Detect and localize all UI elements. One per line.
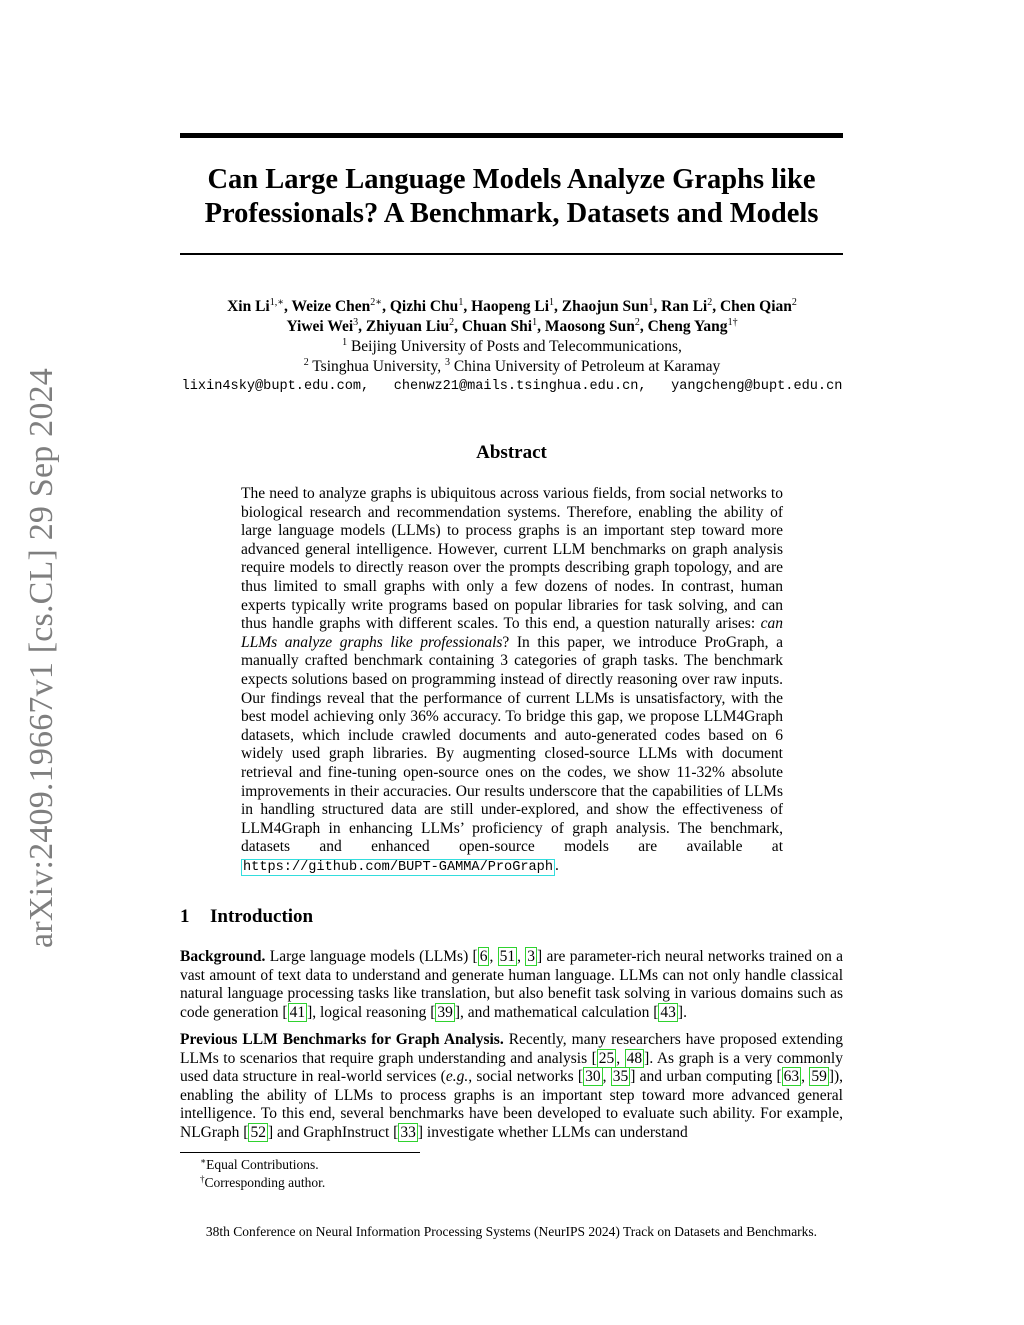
affiliation-sup: 2 [303,357,309,368]
paragraph-text: ], logical reasoning [ [307,1003,436,1021]
author-sup: 2 [707,297,713,308]
author-emails [150,377,874,397]
affiliation-text: Beijing University of Posts and Telecommunications, [350,338,682,355]
citation-link[interactable]: 6 [479,948,488,965]
paragraph-head: Background. [180,948,266,965]
title-line-1: Can Large Language Models Analyze Graphs like [207,164,816,195]
citation-link[interactable]: 30 [585,1068,601,1086]
paragraph-text: ]), enabling the ability of LLMs to process graphs is an important step toward more advanced general intelligence. To this end, several benchmarks have been developed to evaluate such ability. For example, NLGraph [ [180,1068,844,1141]
abstract-body [241,485,783,877]
author-block [150,297,874,397]
author-sup: 1† [727,317,738,328]
citation-link[interactable]: 63 [783,1068,800,1086]
affiliation-text: China University of Petroleum at Karamay [453,358,721,375]
footnote-rule [180,1152,420,1153]
citation-link[interactable]: 25 [598,1049,615,1067]
footnote-text: Equal Contributions. [206,1157,319,1172]
author-name: Chuan Shi [461,318,533,335]
section-title: Introduction [210,906,314,927]
author-sup: 3 [353,317,359,328]
footnote-text: Corresponding author. [204,1175,326,1190]
citation-link[interactable]: 41 [289,1003,306,1021]
section-heading-introduction [180,906,843,928]
paragraph-text: Recently, many researchers have proposed extending LLMs to scenarios that require graph understanding and analysis [ [180,1031,843,1067]
author-sup: 1 [549,297,555,308]
github-link[interactable]: https://github.com/BUPT-GAMMA/ProGraph [243,859,553,875]
author-name: Ran Li [661,298,708,315]
author-name: Zhiyuan Liu [365,318,450,335]
abstract-text: The need to analyze graphs is ubiquitous across various fields, from social networks to biological research and recommendation systems. Therefore, enabling the ability of large language models (LLMs) to process graphs is an important step toward more advanced general intelligence. However, current LLM benchmarks on graph analysis require models to directly reason over the prompts describing graph topology, and are thus limited to small graphs with only a few dozens of nodes. In contrast, human experts typically write programs based on popular libraries for task solving, and can thus handle graphs with different scales. To this end, a question naturally arises: [241,485,783,633]
paper-title [180,163,843,231]
email-1[interactable]: lixin4sky@bupt.edu.com, [181,379,370,394]
citation-link[interactable]: 39 [437,1003,453,1021]
title-rule-bottom [180,253,843,255]
author-name: Maosong Sun [544,318,635,335]
author-sup: 2 [634,317,640,328]
author-name: Weize Chen [291,298,371,315]
author-sup: 1 [458,297,464,308]
author-sup: 2∗ [370,297,383,308]
citation-link[interactable]: 51 [499,948,516,965]
paragraph-text: Large language models (LLMs) [ [265,948,478,965]
author-sup: 1,∗ [269,297,285,308]
citation-link[interactable]: 3 [527,948,536,965]
abstract-text: . [555,856,559,874]
author-name: Zhaojun Sun [561,298,649,315]
abstract-heading: Abstract [476,442,547,463]
title-line-2: Professionals? A Benchmark, Datasets and Models [204,198,819,229]
paragraph-text: ] are parameter-rich neural networks trained on a vast amount of text data to understand and generate human language. LLMs can not only handle classical natural language processing tasks like translation, but also benefit task solving in various domains such as code generation [ [180,948,844,1021]
citation-link[interactable]: 48 [626,1049,643,1067]
author-name: Yiwei Wei [286,318,354,335]
paragraph-text: ] and GraphInstruct [ [267,1123,399,1141]
paragraph-head: Previous LLM Benchmarks for Graph Analysis. [180,1031,504,1048]
author-name: Qizhi Chu [389,298,459,315]
citation-link[interactable]: 33 [400,1123,416,1141]
paragraph-italic: e.g., [445,1068,473,1086]
paragraph-background: Background. Large language models (LLMs) [ 6 , 51 , 3 ] are parameter-rich neural networks trained on a vast amount of text data to understand and generate human language. LLMs can not only handle classical natural language processing tasks like translation, but also benefit task solving in various domains such as code generation [ 41 ], logical reasoning [ 39 ], and mathematical calculation [ 43 ]. [180,948,844,1021]
affiliation-text: Tsinghua University, [312,358,442,375]
title-rule-top [180,133,843,138]
footnote-mark: † [200,1174,205,1184]
abstract-text: ? In this paper, we introduce ProGraph, a manually crafted benchmark containing 3 categories of graph tasks. The benchmark expects solutions based on programming instead of directly reasoning over raw inputs. Our findings reveal that the performance of current LLMs is unsatisfactory, with the best model achieving only 36% accuracy. To bridge this gap, we propose LLM4Graph datasets, which include crawled documents and auto-generated codes based on 6 widely used graph libraries. By augmenting closed-source LLMs with document retrieval and fine-tuning open-source ones on the codes, we show 11-32% absolute improvements in their accuracies. Our results underscore that the capabilities of LLMs in handling structured data are still under-explored, and show the effectiveness of LLM4Graph in enhancing LLMs’ proficiency of graph analysis. The benchmark, datasets and enhanced open-source models are available at [241,633,783,856]
venue-note: 38th Conference on Neural Information Processing Systems (NeurIPS 2024) Track on Datasets and Benchmarks. [205,1224,818,1239]
author-line-1: Xin $Li^{1,∗}$, Weize Chen$^{2∗}$, Qizhi Chu$^1$, Haopeng Li$^1$, Zhaojun Sun$^1$, Ran Li$^2$, Chen Qian$^2$ [227,297,797,315]
affiliation-sup: 1 [342,337,348,348]
citation-link[interactable]: 43 [660,1003,676,1021]
arxiv-id: arXiv:2409.19667v1 [cs.CL] 29 Sep 2024 [23,368,60,948]
paragraph-text: social networks [ [472,1068,584,1086]
footnote-mark: ∗ [200,1156,207,1166]
author-sup: 1 [648,297,654,308]
affiliation-2-3 [150,357,874,377]
email-3[interactable]: yangcheng@bupt.edu.cn [671,379,843,394]
affiliation-sup: 3 [444,357,450,368]
citation-link[interactable]: 52 [250,1123,266,1141]
paragraph-text: ]. As graph is a very commonly used data structure in real-world services ( [180,1049,843,1086]
paragraph-text: ] and urban computing [ [630,1068,782,1086]
paragraph-text: ] investigate whether LLMs can understand [417,1123,688,1141]
author-name: Chen Qian [719,298,792,315]
footnote-equal [200,1157,319,1173]
affiliation-1 [150,337,874,357]
author-name: Haopeng Li [471,298,550,315]
abstract-italic: can LLMs analyze graphs like professionals [241,615,783,651]
paragraph-previous-benchmarks: Previous LLM Benchmarks for Graph Analysis. Recently, many researchers have proposed extending LLMs to scenarios that require graph understanding and analysis [ 25 , 48 ]. As graph is a very commonly used data structure in real-world services (e.g., social networks [ 30 , 35 ] and urban computing [ 63 , 59 ]), enabling the ability of LLMs to process graphs is an important step toward more advanced general intelligence. To this end, several benchmarks have been developed to evaluate such ability. For example, NLGraph [ 52 ] and GraphInstruct [ 33 ] investigate whether LLMs can understand [180,1031,844,1141]
citation-link[interactable]: 59 [811,1068,827,1086]
author-name: Xin Li [227,298,270,315]
footnote-corresponding [200,1175,325,1191]
paragraph-text: ], and mathematical calculation [ [454,1003,659,1021]
author-line-2: Yiwei Wei$^3$, Zhiyuan Liu$^2$, Chuan Shi$^1$, Maosong Sun$^2$, Cheng Yang$^{1\dagger}$ [286,317,738,335]
section-number: 1 [180,906,190,927]
author-sup: 2 [791,297,797,308]
citation-link[interactable]: 35 [612,1068,629,1086]
paragraph-text: ]. [677,1003,687,1021]
author-sup: 1 [532,317,538,328]
email-2[interactable]: chenwz21@mails.tsinghua.edu.cn, [393,379,647,394]
author-name: Cheng Yang [647,318,728,335]
author-sup: 2 [449,317,455,328]
